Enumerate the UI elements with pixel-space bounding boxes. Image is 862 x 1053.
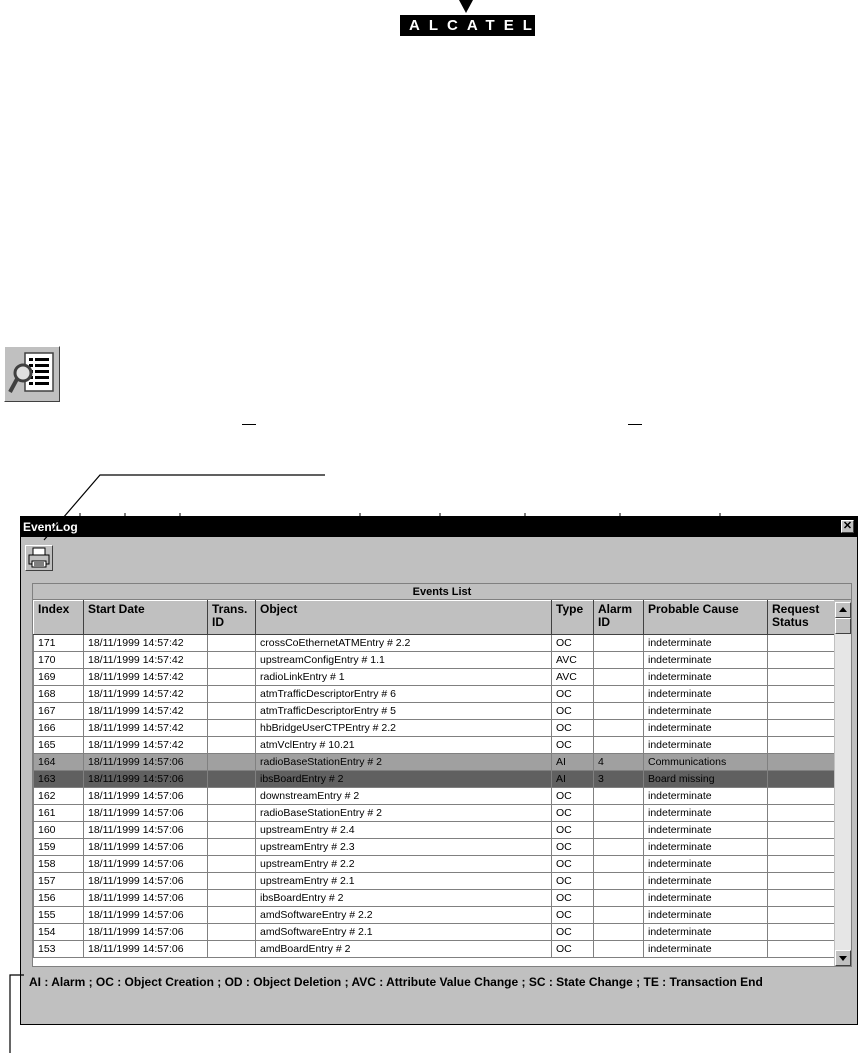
cell-trans-id: [208, 839, 256, 856]
cell-request-status: [768, 771, 835, 788]
cell-probable-cause: Board missing: [644, 771, 768, 788]
column-header-trans-id[interactable]: Trans. ID: [208, 601, 256, 635]
cell-start-date: 18/11/1999 14:57:06: [84, 788, 208, 805]
cell-trans-id: [208, 805, 256, 822]
cell-request-status: [768, 686, 835, 703]
cell-trans-id: [208, 907, 256, 924]
cell-trans-id: [208, 788, 256, 805]
cell-index: 154: [34, 924, 84, 941]
cell-probable-cause: indeterminate: [644, 907, 768, 924]
scroll-thumb[interactable]: [835, 618, 851, 634]
table-row[interactable]: [34, 669, 835, 686]
cell-index: 167: [34, 703, 84, 720]
cell-type: OC: [552, 635, 594, 652]
cell-request-status: [768, 924, 835, 941]
cell-object: atmTrafficDescriptorEntry # 6: [256, 686, 552, 703]
cell-start-date: 18/11/1999 14:57:06: [84, 941, 208, 958]
cell-request-status: [768, 839, 835, 856]
cell-request-status: [768, 805, 835, 822]
cell-trans-id: [208, 686, 256, 703]
title-bar[interactable]: [21, 517, 857, 537]
cell-start-date: 18/11/1999 14:57:42: [84, 703, 208, 720]
event-log-window: [20, 516, 858, 1025]
cell-trans-id: [208, 856, 256, 873]
table-row[interactable]: [34, 941, 835, 958]
table-row[interactable]: [34, 805, 835, 822]
cell-type: OC: [552, 839, 594, 856]
cell-probable-cause: indeterminate: [644, 686, 768, 703]
cell-type: OC: [552, 737, 594, 754]
cell-request-status: [768, 941, 835, 958]
cell-request-status: [768, 754, 835, 771]
cell-object: upstreamEntry # 2.2: [256, 856, 552, 873]
cell-probable-cause: indeterminate: [644, 941, 768, 958]
cell-start-date: 18/11/1999 14:57:42: [84, 635, 208, 652]
events-list-caption: Events List: [33, 584, 851, 600]
scroll-down-button[interactable]: [835, 950, 851, 966]
cell-request-status: [768, 873, 835, 890]
table-row[interactable]: [34, 771, 835, 788]
cell-index: 168: [34, 686, 84, 703]
cell-probable-cause: indeterminate: [644, 669, 768, 686]
cell-index: 162: [34, 788, 84, 805]
cell-start-date: 18/11/1999 14:57:42: [84, 737, 208, 754]
cell-alarm-id: [594, 737, 644, 754]
cell-alarm-id: [594, 805, 644, 822]
cell-trans-id: [208, 720, 256, 737]
cell-trans-id: [208, 822, 256, 839]
cell-index: 156: [34, 890, 84, 907]
cell-trans-id: [208, 924, 256, 941]
table-row[interactable]: [34, 822, 835, 839]
events-list-panel: [32, 583, 852, 967]
cell-start-date: 18/11/1999 14:57:06: [84, 907, 208, 924]
table-row[interactable]: [34, 856, 835, 873]
table-row[interactable]: [34, 839, 835, 856]
cell-object: ibsBoardEntry # 2: [256, 890, 552, 907]
logo-text: ALCATEL: [400, 15, 535, 36]
text-underline-mark: [242, 424, 256, 425]
cell-probable-cause: indeterminate: [644, 635, 768, 652]
alcatel-logo: [400, 0, 541, 36]
cell-trans-id: [208, 873, 256, 890]
cell-request-status: [768, 720, 835, 737]
cell-trans-id: [208, 635, 256, 652]
table-row[interactable]: [34, 873, 835, 890]
arrow-up-icon: [836, 603, 850, 617]
table-row[interactable]: [34, 924, 835, 941]
table-header-row: [34, 601, 835, 635]
window-title: EventLog: [23, 520, 78, 534]
cell-type: AVC: [552, 669, 594, 686]
cell-trans-id: [208, 652, 256, 669]
table-row[interactable]: [34, 737, 835, 754]
events-table: [33, 600, 834, 958]
events-table-container: [33, 600, 834, 966]
cell-request-status: [768, 890, 835, 907]
column-header-probable-cause[interactable]: Probable Cause: [644, 601, 768, 635]
cell-alarm-id: 3: [594, 771, 644, 788]
cell-object: downstreamEntry # 2: [256, 788, 552, 805]
cell-probable-cause: indeterminate: [644, 720, 768, 737]
cell-object: upstreamConfigEntry # 1.1: [256, 652, 552, 669]
cell-object: amdSoftwareEntry # 2.1: [256, 924, 552, 941]
table-row[interactable]: [34, 720, 835, 737]
cell-object: hbBridgeUserCTPEntry # 2.2: [256, 720, 552, 737]
cell-index: 171: [34, 635, 84, 652]
table-row[interactable]: [34, 788, 835, 805]
cell-start-date: 18/11/1999 14:57:06: [84, 873, 208, 890]
cell-type: OC: [552, 788, 594, 805]
cell-trans-id: [208, 754, 256, 771]
cell-type: AVC: [552, 652, 594, 669]
cell-type: OC: [552, 703, 594, 720]
cell-start-date: 18/11/1999 14:57:42: [84, 686, 208, 703]
cell-alarm-id: 4: [594, 754, 644, 771]
cell-trans-id: [208, 703, 256, 720]
cell-request-status: [768, 788, 835, 805]
cell-request-status: [768, 907, 835, 924]
cell-trans-id: [208, 941, 256, 958]
cell-request-status: [768, 703, 835, 720]
cell-probable-cause: indeterminate: [644, 822, 768, 839]
cell-index: 153: [34, 941, 84, 958]
cell-object: radioBaseStationEntry # 2: [256, 754, 552, 771]
cell-probable-cause: indeterminate: [644, 652, 768, 669]
cell-alarm-id: [594, 839, 644, 856]
cell-alarm-id: [594, 907, 644, 924]
cell-trans-id: [208, 890, 256, 907]
cell-index: 160: [34, 822, 84, 839]
cell-alarm-id: [594, 720, 644, 737]
cell-type: OC: [552, 805, 594, 822]
cell-index: 170: [34, 652, 84, 669]
vertical-scrollbar[interactable]: [835, 602, 851, 966]
cell-trans-id: [208, 771, 256, 788]
cell-type: OC: [552, 873, 594, 890]
cell-request-status: [768, 822, 835, 839]
table-row[interactable]: [34, 686, 835, 703]
cell-object: atmVclEntry # 10.21: [256, 737, 552, 754]
cell-object: upstreamEntry # 2.1: [256, 873, 552, 890]
cell-object: radioBaseStationEntry # 2: [256, 805, 552, 822]
cell-alarm-id: [594, 924, 644, 941]
cell-type: AI: [552, 771, 594, 788]
cell-start-date: 18/11/1999 14:57:42: [84, 720, 208, 737]
column-header-request-status[interactable]: Request Status: [768, 601, 835, 635]
cell-trans-id: [208, 669, 256, 686]
cell-probable-cause: Communications: [644, 754, 768, 771]
cell-probable-cause: indeterminate: [644, 856, 768, 873]
column-header-object[interactable]: Object: [256, 601, 552, 635]
cell-alarm-id: [594, 856, 644, 873]
cell-index: 165: [34, 737, 84, 754]
cell-alarm-id: [594, 669, 644, 686]
text-underline-mark: [628, 424, 642, 425]
cell-alarm-id: [594, 873, 644, 890]
table-row[interactable]: [34, 890, 835, 907]
cell-alarm-id: [594, 941, 644, 958]
cell-object: crossCoEthernetATMEntry # 2.2: [256, 635, 552, 652]
cell-object: amdBoardEntry # 2: [256, 941, 552, 958]
cell-start-date: 18/11/1999 14:57:06: [84, 839, 208, 856]
table-row[interactable]: [34, 754, 835, 771]
cell-alarm-id: [594, 788, 644, 805]
cell-start-date: 18/11/1999 14:57:06: [84, 822, 208, 839]
cell-index: 164: [34, 754, 84, 771]
close-button[interactable]: ✕: [842, 520, 853, 532]
cell-type: OC: [552, 907, 594, 924]
cell-object: atmTrafficDescriptorEntry # 5: [256, 703, 552, 720]
cell-alarm-id: [594, 890, 644, 907]
cell-index: 161: [34, 805, 84, 822]
event-log-report-icon[interactable]: [4, 346, 60, 402]
print-button[interactable]: [25, 545, 53, 571]
cell-index: 166: [34, 720, 84, 737]
cell-alarm-id: [594, 652, 644, 669]
cell-request-status: [768, 856, 835, 873]
arrow-down-icon: [836, 951, 850, 965]
cell-trans-id: [208, 737, 256, 754]
cell-request-status: [768, 652, 835, 669]
cell-alarm-id: [594, 686, 644, 703]
cell-probable-cause: indeterminate: [644, 890, 768, 907]
cell-probable-cause: indeterminate: [644, 805, 768, 822]
cell-object: amdSoftwareEntry # 2.2: [256, 907, 552, 924]
cell-start-date: 18/11/1999 14:57:06: [84, 890, 208, 907]
column-header-alarm-id[interactable]: Alarm ID: [594, 601, 644, 635]
logo-triangle-icon: [459, 0, 473, 13]
cell-index: 155: [34, 907, 84, 924]
cell-object: ibsBoardEntry # 2: [256, 771, 552, 788]
cell-alarm-id: [594, 703, 644, 720]
cell-start-date: 18/11/1999 14:57:06: [84, 754, 208, 771]
cell-type: OC: [552, 822, 594, 839]
cell-type: OC: [552, 686, 594, 703]
cell-probable-cause: indeterminate: [644, 703, 768, 720]
cell-start-date: 18/11/1999 14:57:06: [84, 805, 208, 822]
cell-start-date: 18/11/1999 14:57:42: [84, 652, 208, 669]
cell-index: 159: [34, 839, 84, 856]
cell-request-status: [768, 635, 835, 652]
cell-index: 158: [34, 856, 84, 873]
printer-icon: [26, 546, 52, 570]
cell-index: 157: [34, 873, 84, 890]
cell-probable-cause: indeterminate: [644, 788, 768, 805]
cell-probable-cause: indeterminate: [644, 873, 768, 890]
column-header-index[interactable]: Index: [34, 601, 84, 635]
scroll-up-button[interactable]: [835, 602, 851, 618]
cell-start-date: 18/11/1999 14:57:42: [84, 669, 208, 686]
column-header-start-date[interactable]: Start Date: [84, 601, 208, 635]
cell-object: upstreamEntry # 2.4: [256, 822, 552, 839]
cell-index: 169: [34, 669, 84, 686]
cell-alarm-id: [594, 822, 644, 839]
cell-index: 163: [34, 771, 84, 788]
background-window-strip: [20, 508, 858, 516]
event-type-legend: AI : Alarm ; OC : Object Creation ; OD : Object Deletion ; AVC : Attribute Value Change ; SC : State Change ; TE : Transaction End: [29, 975, 763, 989]
cell-type: OC: [552, 856, 594, 873]
cell-start-date: 18/11/1999 14:57:06: [84, 771, 208, 788]
cell-alarm-id: [594, 635, 644, 652]
table-row[interactable]: [34, 703, 835, 720]
cell-request-status: [768, 669, 835, 686]
cell-probable-cause: indeterminate: [644, 839, 768, 856]
cell-object: upstreamEntry # 2.3: [256, 839, 552, 856]
cell-type: OC: [552, 720, 594, 737]
cell-type: AI: [552, 754, 594, 771]
column-header-type[interactable]: Type: [552, 601, 594, 635]
cell-type: OC: [552, 941, 594, 958]
cell-request-status: [768, 737, 835, 754]
table-row[interactable]: [34, 907, 835, 924]
cell-start-date: 18/11/1999 14:57:06: [84, 856, 208, 873]
cell-start-date: 18/11/1999 14:57:06: [84, 924, 208, 941]
cell-type: OC: [552, 890, 594, 907]
cell-object: radioLinkEntry # 1: [256, 669, 552, 686]
table-row[interactable]: [34, 652, 835, 669]
table-row[interactable]: [34, 635, 835, 652]
cell-probable-cause: indeterminate: [644, 924, 768, 941]
cell-type: OC: [552, 924, 594, 941]
cell-probable-cause: indeterminate: [644, 737, 768, 754]
